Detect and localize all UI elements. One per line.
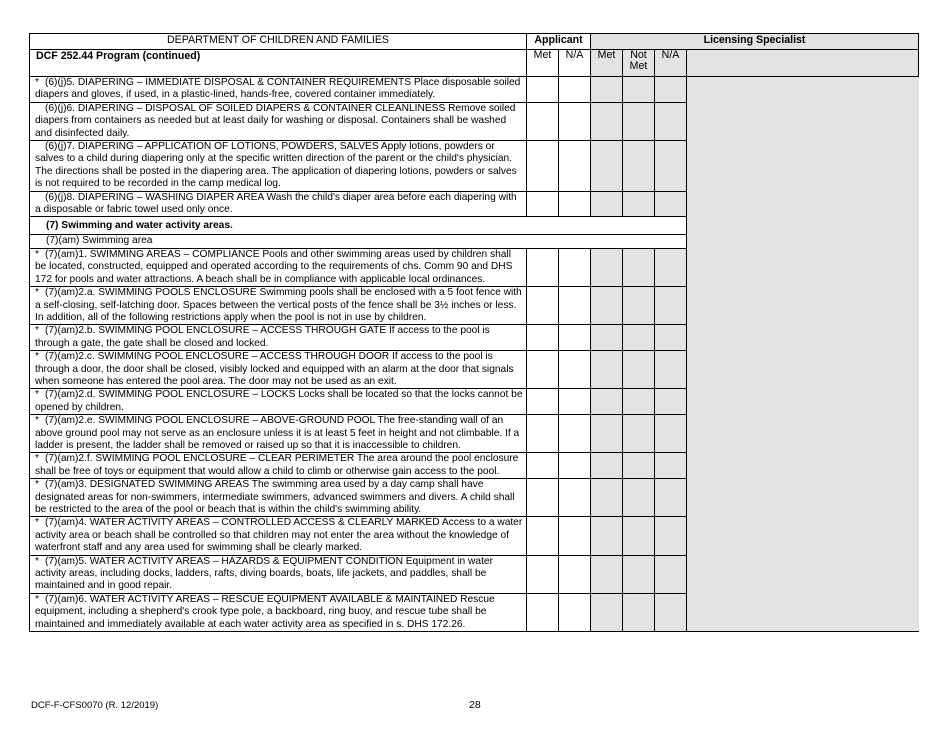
requirement-description: (7)(am)2.c. SWIMMING POOL ENCLOSURE – ACCESS THROUGH DOOR If access to the pool is through a door, the door shall be closed, visibly locked and equipped with an alarm at the door that signals when someone has entered the pool area. The door may not be used as an exit.	[35, 351, 514, 387]
checklist-item-row	[30, 351, 919, 389]
applicant-na-cell[interactable]	[559, 325, 591, 351]
applicant-na-cell[interactable]	[559, 102, 591, 140]
requirement-text	[30, 415, 527, 453]
requirement-text	[30, 287, 527, 325]
specialist-not-met-cell[interactable]	[623, 248, 655, 286]
specialist-not-met-cell[interactable]	[623, 77, 655, 103]
requirement-text	[30, 479, 527, 517]
section-heading-row	[30, 217, 919, 235]
applicant-met-cell[interactable]	[527, 593, 559, 631]
applicant-na-cell[interactable]	[559, 555, 591, 593]
applicant-met-cell[interactable]	[527, 325, 559, 351]
applicant-na-cell[interactable]	[559, 593, 591, 631]
critical-marker: *	[35, 593, 39, 605]
checklist-item-row	[30, 191, 919, 217]
specialist-na-cell[interactable]	[655, 415, 687, 453]
specialist-not-met-cell[interactable]	[623, 351, 655, 389]
critical-marker: *	[35, 351, 39, 363]
specialist-na-cell[interactable]	[655, 102, 687, 140]
requirement-text	[30, 141, 527, 192]
applicant-met-cell[interactable]	[527, 248, 559, 286]
checklist-item-row	[30, 389, 919, 415]
requirement-text	[30, 351, 527, 389]
requirement-text	[30, 248, 527, 286]
specialist-na-cell[interactable]	[655, 555, 687, 593]
checklist-rows	[30, 77, 919, 632]
specialist-notes-cell	[687, 287, 919, 325]
checklist-item-row	[30, 415, 919, 453]
requirement-description: (7)(am)2.e. SWIMMING POOL ENCLOSURE – ABOVE-GROUND POOL The free-standing wall of an above ground pool may not serve as an enclosure unless it is at least 5 feet in height and not climbable. If a ladder is present, the ladder shall be removed or raised up so that it is inaccessible to children.	[35, 415, 520, 451]
specialist-na-cell[interactable]	[655, 453, 687, 479]
applicant-met-cell[interactable]	[527, 287, 559, 325]
specialist-notes-cell	[687, 351, 919, 389]
requirement-description: (7)(am)2.d. SWIMMING POOL ENCLOSURE – LOCKS Locks shall be located so that the locks cannot be opened by children.	[35, 389, 523, 413]
applicant-na-cell[interactable]	[559, 479, 591, 517]
specialist-na-cell[interactable]	[655, 325, 687, 351]
applicant-na-cell[interactable]	[559, 389, 591, 415]
specialist-not-met-cell[interactable]	[623, 389, 655, 415]
specialist-not-met-cell[interactable]	[623, 415, 655, 453]
checklist-item-row	[30, 453, 919, 479]
specialist-notes-cell	[687, 235, 919, 248]
requirement-text	[30, 517, 527, 555]
specialist-not-met-cell[interactable]	[623, 453, 655, 479]
specialist-met-cell[interactable]	[591, 248, 623, 286]
specialist-notes-cell	[687, 593, 919, 631]
header-row	[30, 34, 919, 50]
licensing-specialist-heading: Licensing Specialist	[591, 34, 919, 50]
specialist-met-cell[interactable]	[591, 517, 623, 555]
critical-marker: *	[35, 479, 39, 491]
specialist-met-cell[interactable]	[591, 102, 623, 140]
requirement-description: (6)(j)6. DIAPERING – DISPOSAL OF SOILED DIAPERS & CONTAINER CLEANLINESS Remove soiled diapers from containers as needed but at least daily for washing or disposal. Containers shall be washed and disinfected daily.	[35, 102, 516, 139]
specialist-notes-cell	[687, 415, 919, 453]
applicant-met-cell[interactable]	[527, 389, 559, 415]
applicant-na-cell[interactable]	[559, 351, 591, 389]
applicant-met-cell[interactable]	[527, 479, 559, 517]
specialist-not-met-cell[interactable]	[623, 287, 655, 325]
subsection-heading: (7)(am) Swimming area	[30, 235, 687, 248]
specialist-na-cell[interactable]	[655, 351, 687, 389]
specialist-notes-cell	[687, 479, 919, 517]
specialist-met-cell[interactable]	[591, 555, 623, 593]
requirement-description: (7)(am)4. WATER ACTIVITY AREAS – CONTROLLED ACCESS & CLEARLY MARKED Access to a water activity area or beach shall be controlled so that children may not enter the area without the knowledge of waterfront staff and any area used for swimming shall be clearly marked.	[35, 517, 523, 554]
specialist-not-met-cell[interactable]	[623, 517, 655, 555]
checklist-item-row	[30, 77, 919, 103]
specialist-na-cell[interactable]	[655, 593, 687, 631]
specialist-notes-cell	[687, 77, 919, 103]
specialist-met-cell[interactable]	[591, 325, 623, 351]
applicant-na-cell[interactable]	[559, 248, 591, 286]
program-title: DCF 252.44 Program (continued)	[30, 50, 527, 77]
specialist-met-cell[interactable]	[591, 287, 623, 325]
critical-marker: *	[35, 248, 39, 260]
subsection-heading-row	[30, 235, 919, 248]
requirement-description: (6)(j)5. DIAPERING – IMMEDIATE DISPOSAL & CONTAINER REQUIREMENTS Place disposable soiled diapers and gloves, if used, in a plastic-lined, hands-free, covered container immediately.	[35, 77, 521, 101]
requirement-text	[30, 102, 527, 140]
form-number: DCF-F-CFS0070 (R. 12/2019)	[31, 700, 159, 711]
applicant-na-cell[interactable]	[559, 191, 591, 217]
critical-marker: *	[35, 325, 39, 337]
applicant-met-cell[interactable]	[527, 453, 559, 479]
requirement-text	[30, 453, 527, 479]
specialist-not-met-cell[interactable]	[623, 479, 655, 517]
applicant-na-cell[interactable]	[559, 141, 591, 192]
specialist-met-cell[interactable]	[591, 141, 623, 192]
checklist-table	[29, 33, 919, 632]
specialist-not-met-cell[interactable]	[623, 141, 655, 192]
specialist-met-cell[interactable]	[591, 415, 623, 453]
applicant-met-cell[interactable]	[527, 191, 559, 217]
specialist-notes-cell	[687, 453, 919, 479]
specialist-na-cell[interactable]	[655, 141, 687, 192]
specialist-met-cell[interactable]	[591, 351, 623, 389]
specialist-na-cell[interactable]	[655, 191, 687, 217]
critical-marker: *	[35, 287, 39, 299]
specialist-not-met-cell[interactable]	[623, 555, 655, 593]
requirement-text	[30, 77, 527, 103]
specialist-notes-cell	[687, 217, 919, 235]
specialist-met-heading: Met	[591, 50, 623, 77]
applicant-na-heading: N/A	[559, 50, 591, 77]
requirement-description: (7)(am)6. WATER ACTIVITY AREAS – RESCUE EQUIPMENT AVAILABLE & MAINTAINED Rescue equipment, including a shepherd's crook type pole, a backboard, ring buoy, and rescue tube shall be maintained and immediately available at each water activity area as specified in s. DHS 172.26.	[35, 593, 495, 630]
specialist-na-cell[interactable]	[655, 479, 687, 517]
specialist-not-met-cell[interactable]	[623, 191, 655, 217]
applicant-met-heading: Met	[527, 50, 559, 77]
applicant-met-cell[interactable]	[527, 555, 559, 593]
specialist-not-met-cell[interactable]	[623, 593, 655, 631]
specialist-notes-cell	[687, 517, 919, 555]
requirement-text	[30, 191, 527, 217]
applicant-met-cell[interactable]	[527, 141, 559, 192]
requirement-description: (7)(am)2.f. SWIMMING POOL ENCLOSURE – CLEAR PERIMETER The area around the pool enclosure shall be free of toys or equipment that would allow a child to climb or otherwise gain access to the pool.	[35, 453, 519, 477]
specialist-na-cell[interactable]	[655, 517, 687, 555]
applicant-heading: Applicant	[527, 34, 591, 50]
subheader-row	[30, 50, 919, 77]
critical-marker: *	[35, 517, 39, 529]
requirement-text	[30, 593, 527, 631]
applicant-met-cell[interactable]	[527, 415, 559, 453]
requirement-description: (7)(am)1. SWIMMING AREAS – COMPLIANCE Pools and other swimming areas used by children shall be located, constructed, equipped and operated according to the requirements of chs. Comm 90 and DHS 172 for pools and water attractions. A beach shall be in compliance with applicable local ordinances.	[35, 248, 513, 285]
specialist-na-cell[interactable]	[655, 287, 687, 325]
specialist-notes-cell	[687, 102, 919, 140]
checklist-item-row	[30, 517, 919, 555]
specialist-na-cell[interactable]	[655, 248, 687, 286]
checklist-item-row	[30, 593, 919, 631]
applicant-met-cell[interactable]	[527, 77, 559, 103]
critical-marker: *	[35, 77, 39, 88]
requirement-text	[30, 325, 527, 351]
specialist-notes-cell	[687, 191, 919, 217]
applicant-na-cell[interactable]	[559, 287, 591, 325]
specialist-notes-cell	[687, 141, 919, 192]
section-heading: (7) Swimming and water activity areas.	[30, 217, 687, 235]
applicant-na-cell[interactable]	[559, 415, 591, 453]
specialist-not-met-cell[interactable]	[623, 102, 655, 140]
requirement-description: (6)(j)7. DIAPERING – APPLICATION OF LOTIONS, POWDERS, SALVES Apply lotions, powders or salves to a child during diapering only at the specific written direction of the parent or the child's physician. The directions shall be posted in the diapering area. The application of diapering lotions, powders or salves is not required to be recorded in the camp medical log.	[35, 141, 517, 190]
requirement-description: (7)(am)5. WATER ACTIVITY AREAS – HAZARDS & EQUIPMENT CONDITION Equipment in water activity areas, including docks, ladders, rafts, diving boards, boats, life jackets, and paddles, shall be maintained and in good repair.	[35, 555, 493, 592]
applicant-na-cell[interactable]	[559, 77, 591, 103]
page-number: 28	[469, 699, 481, 711]
specialist-met-cell[interactable]	[591, 593, 623, 631]
specialist-notes-cell	[687, 389, 919, 415]
checklist-item-row	[30, 102, 919, 140]
applicant-met-cell[interactable]	[527, 102, 559, 140]
specialist-met-cell[interactable]	[591, 453, 623, 479]
department-heading: DEPARTMENT OF CHILDREN AND FAMILIES	[30, 34, 527, 50]
checklist-item-row	[30, 141, 919, 192]
checklist-item-row	[30, 555, 919, 593]
specialist-notes-cell	[687, 50, 919, 77]
checklist-item-row	[30, 325, 919, 351]
specialist-met-cell[interactable]	[591, 77, 623, 103]
specialist-na-cell[interactable]	[655, 389, 687, 415]
specialist-notes-cell	[687, 248, 919, 286]
specialist-not-met-heading: Not Met	[623, 50, 655, 77]
specialist-notes-cell	[687, 325, 919, 351]
specialist-met-cell[interactable]	[591, 191, 623, 217]
specialist-not-met-cell[interactable]	[623, 325, 655, 351]
specialist-na-cell[interactable]	[655, 77, 687, 103]
checklist-item-row	[30, 248, 919, 286]
specialist-met-cell[interactable]	[591, 479, 623, 517]
checklist-item-row	[30, 287, 919, 325]
critical-marker: *	[35, 453, 39, 465]
requirement-text	[30, 389, 527, 415]
specialist-met-cell[interactable]	[591, 389, 623, 415]
requirement-description: (6)(j)8. DIAPERING – WASHING DIAPER AREA Wash the child's diaper area before each diapering with a disposable or fabric towel used only once.	[35, 191, 517, 216]
applicant-met-cell[interactable]	[527, 517, 559, 555]
applicant-na-cell[interactable]	[559, 517, 591, 555]
critical-marker: *	[35, 389, 39, 401]
requirement-description: (7)(am)2.b. SWIMMING POOL ENCLOSURE – ACCESS THROUGH GATE If access to the pool is through a gate, the gate shall be closed and locked.	[35, 325, 490, 349]
specialist-notes-cell	[687, 555, 919, 593]
applicant-na-cell[interactable]	[559, 453, 591, 479]
critical-marker: *	[35, 415, 39, 427]
specialist-na-heading: N/A	[655, 50, 687, 77]
requirement-description: (7)(am)3. DESIGNATED SWIMMING AREAS The swimming area used by a day camp shall have designated areas for non-swimmers, intermediate swimmers, advanced swimmers and divers. A child shall be restricted to the area of the pool or beach that is within the child's swimming ability.	[35, 479, 515, 515]
critical-marker: *	[35, 555, 39, 567]
requirement-text	[30, 555, 527, 593]
applicant-met-cell[interactable]	[527, 351, 559, 389]
checklist-item-row	[30, 479, 919, 517]
requirement-description: (7)(am)2.a. SWIMMING POOLS ENCLOSURE Swimming pools shall be enclosed with a 5 foot fence with a self-closing, self-latching door. Spaces between the vertical posts of the fence shall be 3½ inches or less. In addition, all of the following restrictions apply when the pool is not in use by children.	[35, 287, 522, 323]
